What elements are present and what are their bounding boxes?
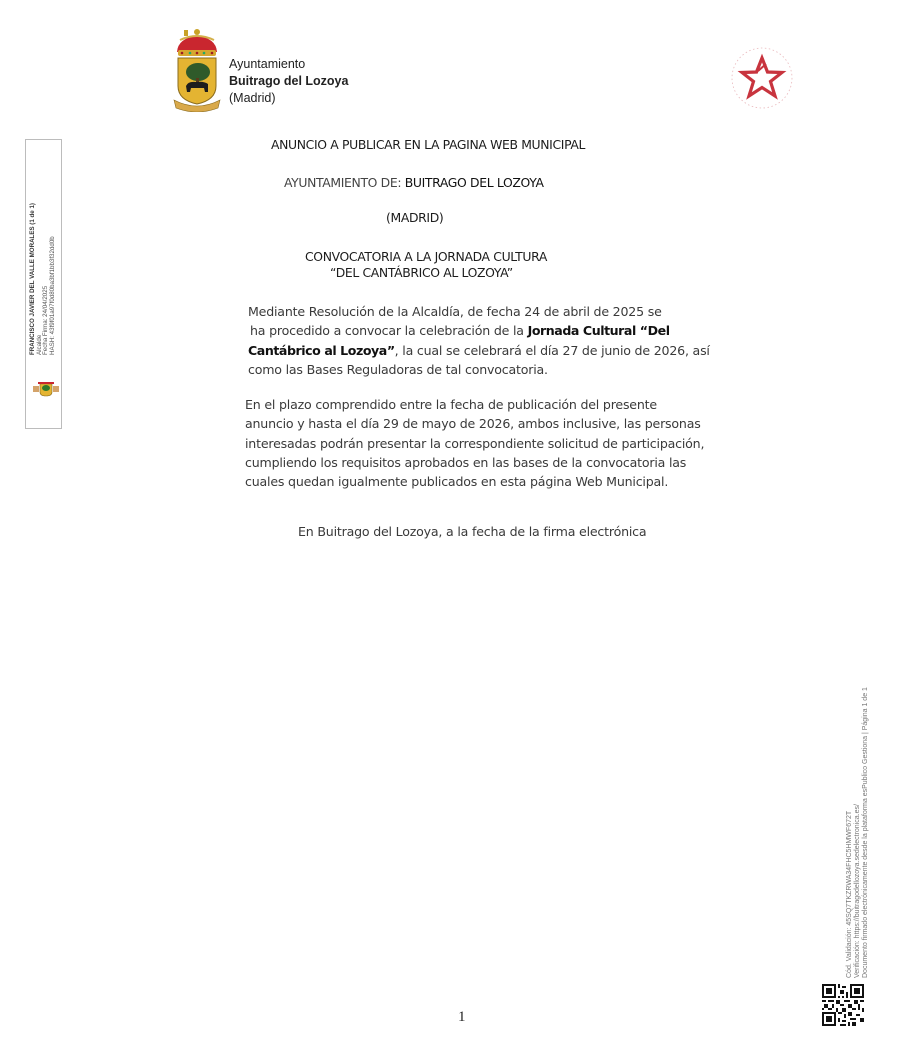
municipality-name-block xyxy=(229,56,348,107)
signer-name: FRANCISCO JAVIER DEL VALLE MORALES (1 de 1) xyxy=(29,203,36,355)
signature-details xyxy=(30,203,56,355)
paragraph-line: cumpliendo los requisitos aprobados en las bases de la convocatoria las xyxy=(245,454,687,470)
text-run: , la cual se celebrará el día 27 de junio de 2026, así xyxy=(394,342,710,358)
org-line-ayuntamiento: Ayuntamiento xyxy=(229,57,306,71)
municipal-crest-logo xyxy=(172,28,222,112)
resolution-paragraph xyxy=(248,302,728,379)
validation-code: Cód. Validación: 45SQ7TKZRWA34FHC5HMWF672T xyxy=(846,810,853,978)
paragraph-line: En el plazo comprendido entre la fecha de publicación del presente xyxy=(245,397,657,412)
paragraph-line: como las Bases Reguladoras de tal convocatoria. xyxy=(248,361,548,377)
paragraph-line: cuales quedan igualmente publicados en esta página Web Municipal. xyxy=(245,474,669,490)
paragraph-line xyxy=(248,341,728,360)
application-period-paragraph xyxy=(245,395,745,491)
signature-date: Fecha Firma: 24/04/2025 xyxy=(42,285,50,355)
convocatoria-heading-line2: “DEL CANTÁBRICO AL LOZOYA” xyxy=(330,265,513,280)
event-name-bold: Jornada Cultural “Del xyxy=(527,323,670,339)
ayuntamiento-value: BUITRAGO DEL LOZOYA xyxy=(404,175,544,190)
paragraph-line: Mediante Resolución de la Alcaldía, de fecha 24 de abril de 2025 se xyxy=(248,304,662,319)
convocatoria-heading-line1: CONVOCATORIA A LA JORNADA CULTURA xyxy=(305,249,547,264)
province-line: (MADRID) xyxy=(386,210,444,225)
org-line-province: (Madrid) xyxy=(229,91,276,105)
place-and-date-line: En Buitrago del Lozoya, a la fecha de la firma electrónica xyxy=(298,524,647,539)
page-number: 1 xyxy=(458,1009,466,1025)
verification-url[interactable]: Verificación: https://buitragodellozoya.sedelectronica.es/ xyxy=(854,804,861,978)
signature-hash: HASH: 43f9f01a97f0d80ba3bf1bb3f32dd0b xyxy=(48,236,56,355)
platform-footer: Documento firmado electrónicamente desde la plataforma esPublico Gestiona | Página 1 de 1 xyxy=(862,687,869,978)
validation-qr-code[interactable] xyxy=(822,984,864,1026)
document-title: ANUNCIO A PUBLICAR EN LA PAGINA WEB MUNICIPAL xyxy=(271,137,586,152)
text-run: ha procedido a convocar la celebración de la xyxy=(250,323,528,339)
paragraph-line: anuncio y hasta el día 29 de mayo de 2026, ambos inclusive, las personas xyxy=(245,416,701,432)
villas-de-madrid-star-seal xyxy=(728,44,796,112)
ayuntamiento-label: AYUNTAMIENTO DE: xyxy=(284,175,405,190)
event-name-bold: Cantábrico al Lozoya” xyxy=(248,342,395,358)
ayuntamiento-line xyxy=(284,175,544,190)
signer-role: Alcalde xyxy=(35,334,43,355)
paragraph-line: interesadas podrán presentar la correspondiente solicitud de participación, xyxy=(245,435,705,451)
signature-crest-icon xyxy=(33,381,59,397)
validation-details xyxy=(846,687,870,978)
paragraph-line xyxy=(250,321,728,340)
org-line-municipality: Buitrago del Lozoya xyxy=(229,74,349,88)
